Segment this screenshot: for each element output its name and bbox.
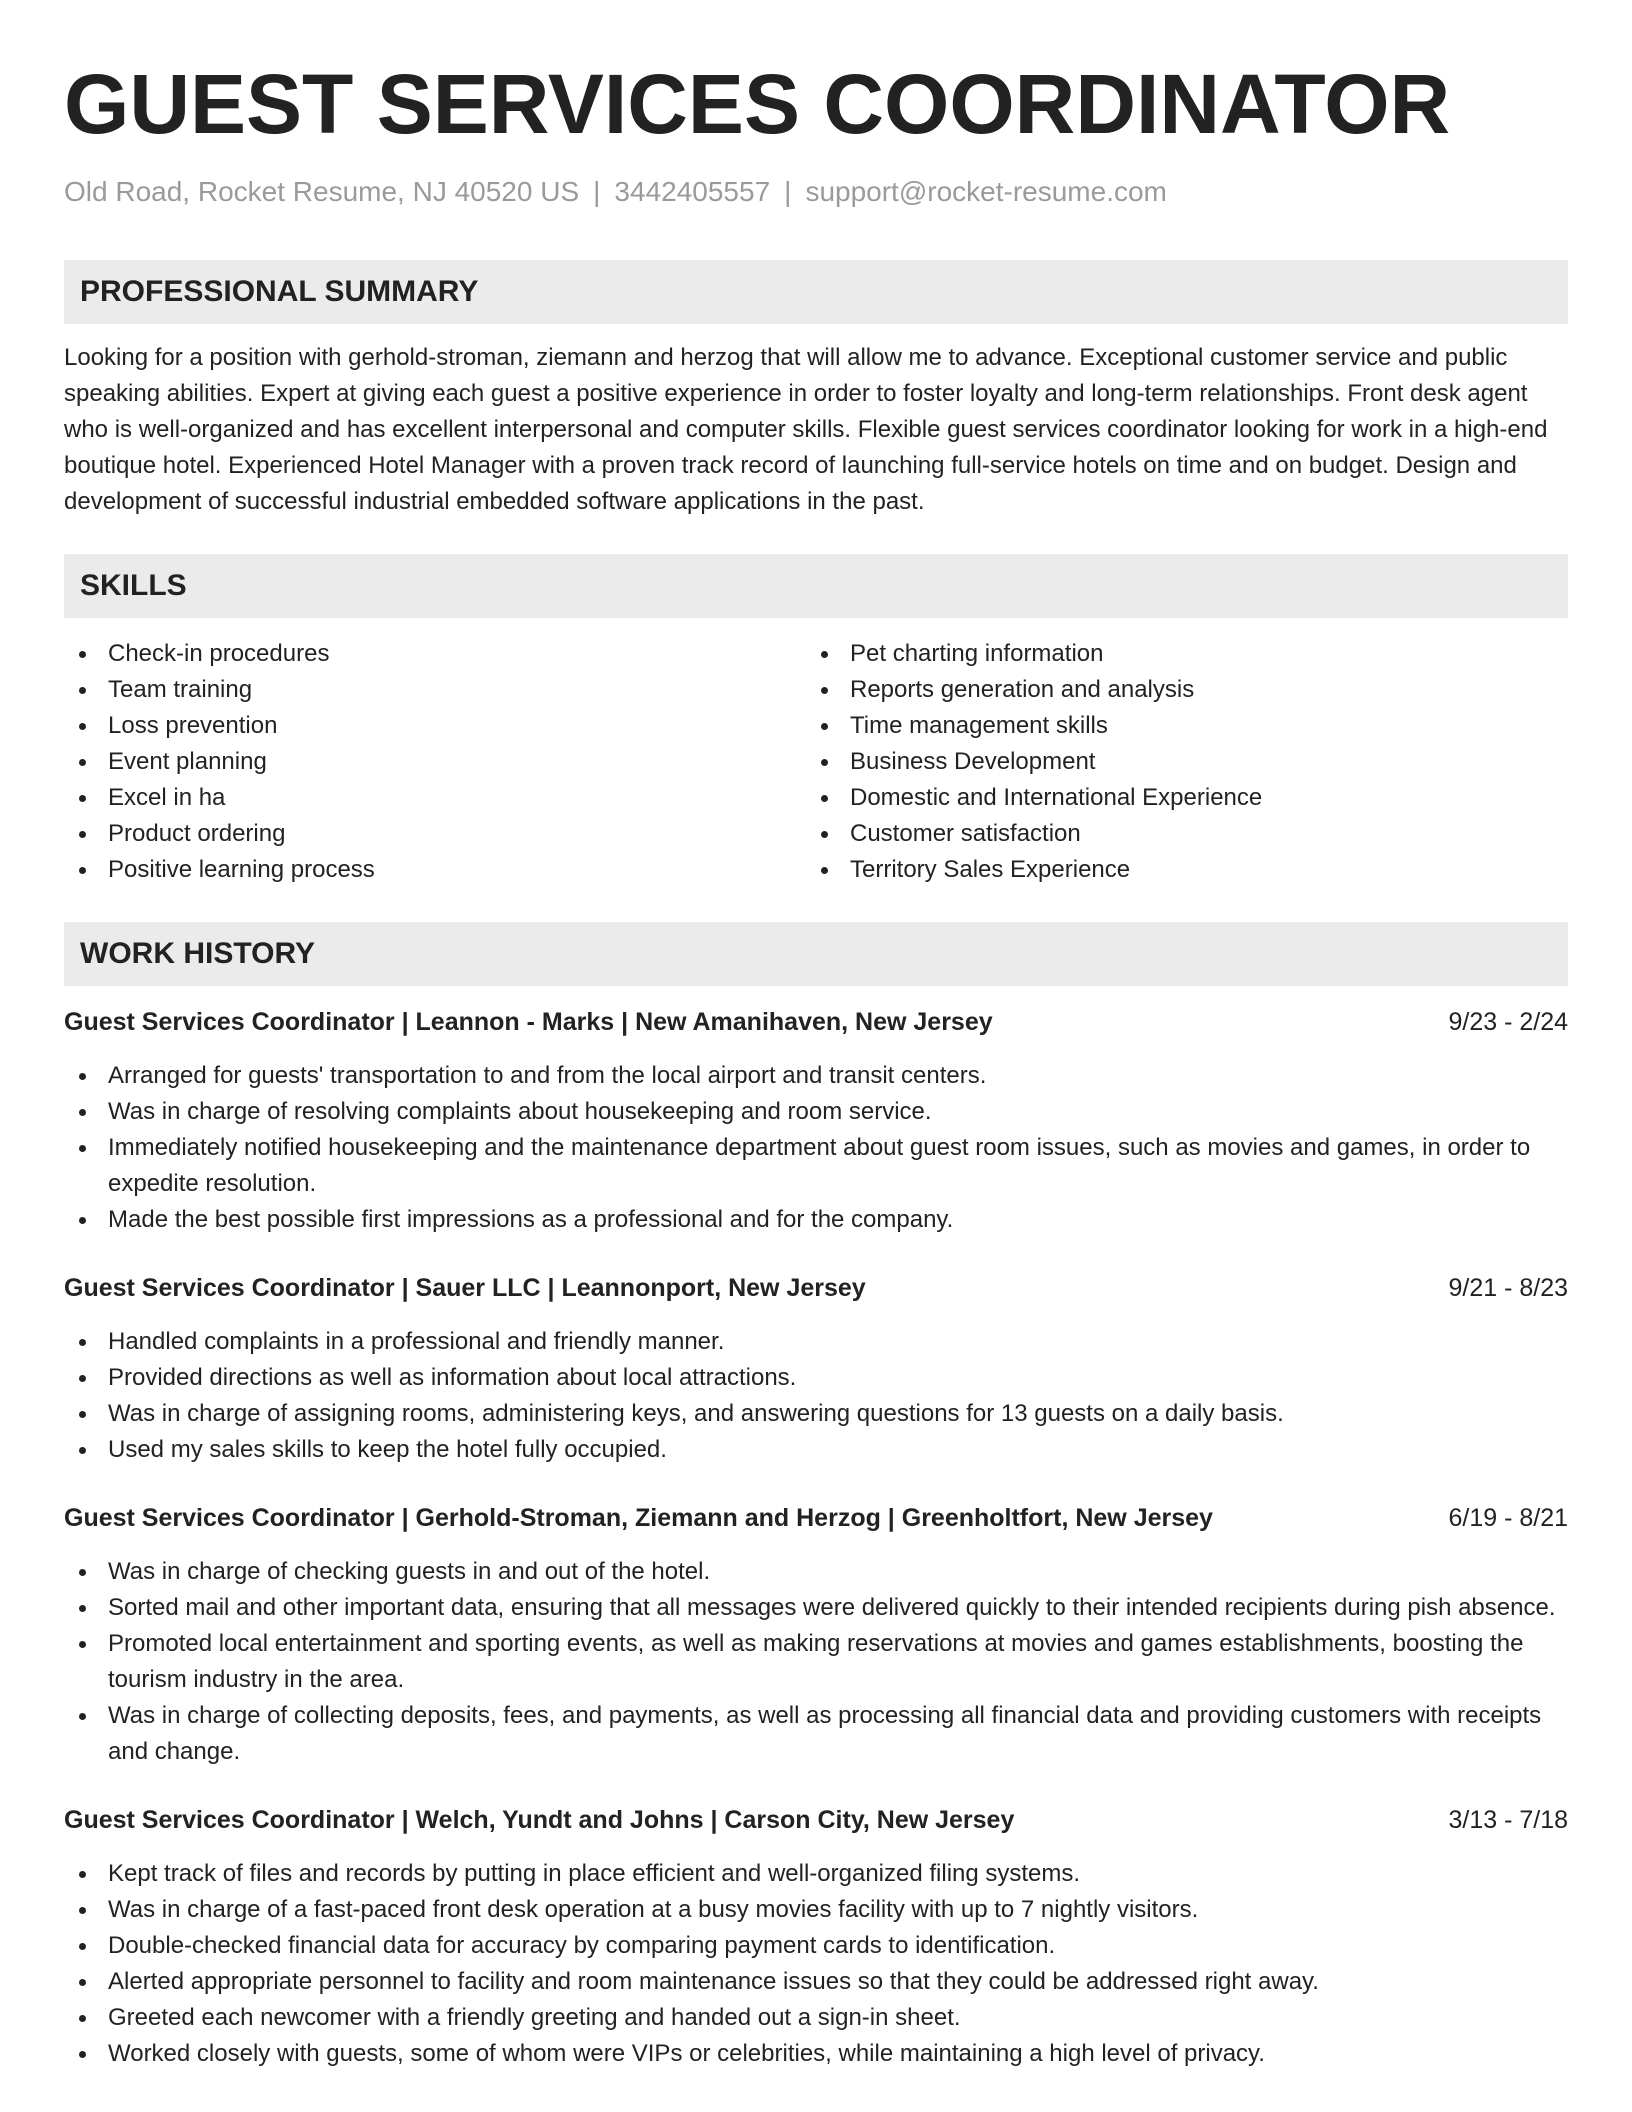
skill-item: Check-in procedures [64, 636, 806, 672]
job-heading: Guest Services Coordinator | Welch, Yundt and Johns | Carson City, New Jersey [64, 1806, 1015, 1834]
job-entry [64, 1270, 1568, 1468]
job-bullets [64, 1058, 1568, 1238]
section-header-work-history: WORK HISTORY [64, 922, 1568, 986]
job-bullet: Made the best possible first impressions as a professional and for the company. [64, 1202, 1568, 1238]
job-bullets [64, 1324, 1568, 1468]
section-header-summary: PROFESSIONAL SUMMARY [64, 260, 1568, 324]
skill-item: Product ordering [64, 816, 806, 852]
work-history-list [64, 1004, 1568, 2072]
job-entry [64, 1500, 1568, 1770]
job-bullet: Sorted mail and other important data, ensuring that all messages were delivered quickly to their intended recipients during pish absence. [64, 1590, 1568, 1626]
job-dates: 3/13 - 7/18 [1448, 1806, 1568, 1834]
contact-phone: 3442405557 [614, 176, 771, 207]
skill-item: Excel in ha [64, 780, 806, 816]
job-bullet: Arranged for guests' transportation to and from the local airport and transit centers. [64, 1058, 1568, 1094]
job-bullet: Was in charge of assigning rooms, administering keys, and answering questions for 13 guests on a daily basis. [64, 1396, 1568, 1432]
job-bullet: Was in charge of checking guests in and out of the hotel. [64, 1554, 1568, 1590]
skill-item: Domestic and International Experience [806, 780, 1548, 816]
job-bullet: Was in charge of a fast-paced front desk operation at a busy movies facility with up to 7 nightly visitors. [64, 1892, 1568, 1928]
job-heading: Guest Services Coordinator | Gerhold-Stroman, Ziemann and Herzog | Greenholtfort, New Jersey [64, 1504, 1213, 1532]
job-bullet: Promoted local entertainment and sporting events, as well as making reservations at movies and games establishments, boosting the tourism industry in the area. [64, 1626, 1568, 1698]
job-header [64, 1802, 1568, 1838]
job-heading: Guest Services Coordinator | Leannon - Marks | New Amanihaven, New Jersey [64, 1008, 993, 1036]
job-bullet: Was in charge of collecting deposits, fees, and payments, as well as processing all financial data and providing customers with receipts and change. [64, 1698, 1568, 1770]
job-bullet: Provided directions as well as information about local attractions. [64, 1360, 1568, 1396]
job-bullets [64, 1554, 1568, 1770]
skill-item: Reports generation and analysis [806, 672, 1548, 708]
job-dates: 6/19 - 8/21 [1448, 1504, 1568, 1532]
summary-text: Looking for a position with gerhold-stroman, ziemann and herzog that will allow me to advance. Exceptional customer service and public speaking abilities. Expert at giving each guest a positive experience in order to foster loyalty and long-term relationships. Front desk agent who is well-organized and has excellent interpersonal and computer skills. Flexible guest services coordinator looking for work in a high-end boutique hotel. Experienced Hotel Manager with a proven track record of launching full-service hotels on time and on budget. Design and development of successful industrial embedded software applications in the past. [64, 344, 1548, 515]
skill-item: Territory Sales Experience [806, 852, 1548, 888]
skill-item: Positive learning process [64, 852, 806, 888]
skill-item: Business Development [806, 744, 1548, 780]
contact-email: support@rocket-resume.com [805, 176, 1167, 207]
skills-column-right [806, 636, 1548, 888]
job-bullet: Used my sales skills to keep the hotel fully occupied. [64, 1432, 1568, 1468]
job-heading: Guest Services Coordinator | Sauer LLC | Leannonport, New Jersey [64, 1274, 866, 1302]
job-header [64, 1004, 1568, 1040]
job-bullet: Alerted appropriate personnel to facility and room maintenance issues so that they could be addressed right away. [64, 1964, 1568, 2000]
job-header [64, 1500, 1568, 1536]
job-dates: 9/21 - 8/23 [1448, 1274, 1568, 1302]
skill-item: Customer satisfaction [806, 816, 1548, 852]
skill-item: Event planning [64, 744, 806, 780]
job-bullet: Greeted each newcomer with a friendly greeting and handed out a sign-in sheet. [64, 2000, 1568, 2036]
skill-item: Team training [64, 672, 806, 708]
resume-page [64, 0, 1568, 2072]
contact-address: Old Road, Rocket Resume, NJ 40520 US [64, 176, 580, 207]
job-bullets [64, 1856, 1568, 2072]
skills-grid [64, 636, 1568, 888]
contact-separator: | [593, 176, 601, 207]
contact-line [64, 174, 1568, 210]
contact-separator: | [784, 176, 792, 207]
job-entry [64, 1004, 1568, 1238]
job-bullet: Worked closely with guests, some of whom were VIPs or celebrities, while maintaining a high level of privacy. [64, 2036, 1568, 2072]
section-header-skills: SKILLS [64, 554, 1568, 618]
job-bullet: Kept track of files and records by putting in place efficient and well-organized filing systems. [64, 1856, 1568, 1892]
job-entry [64, 1802, 1568, 2072]
job-bullet: Immediately notified housekeeping and the maintenance department about guest room issues, such as movies and games, in order to expedite resolution. [64, 1130, 1568, 1202]
job-bullet: Was in charge of resolving complaints about housekeeping and room service. [64, 1094, 1568, 1130]
resume-title: GUEST SERVICES COORDINATOR [64, 57, 1451, 151]
job-header [64, 1270, 1568, 1306]
job-bullet: Double-checked financial data for accuracy by comparing payment cards to identification. [64, 1928, 1568, 1964]
job-dates: 9/23 - 2/24 [1448, 1008, 1568, 1036]
skills-column-left [64, 636, 806, 888]
skill-item: Pet charting information [806, 636, 1548, 672]
skill-item: Time management skills [806, 708, 1548, 744]
skill-item: Loss prevention [64, 708, 806, 744]
job-bullet: Handled complaints in a professional and friendly manner. [64, 1324, 1568, 1360]
